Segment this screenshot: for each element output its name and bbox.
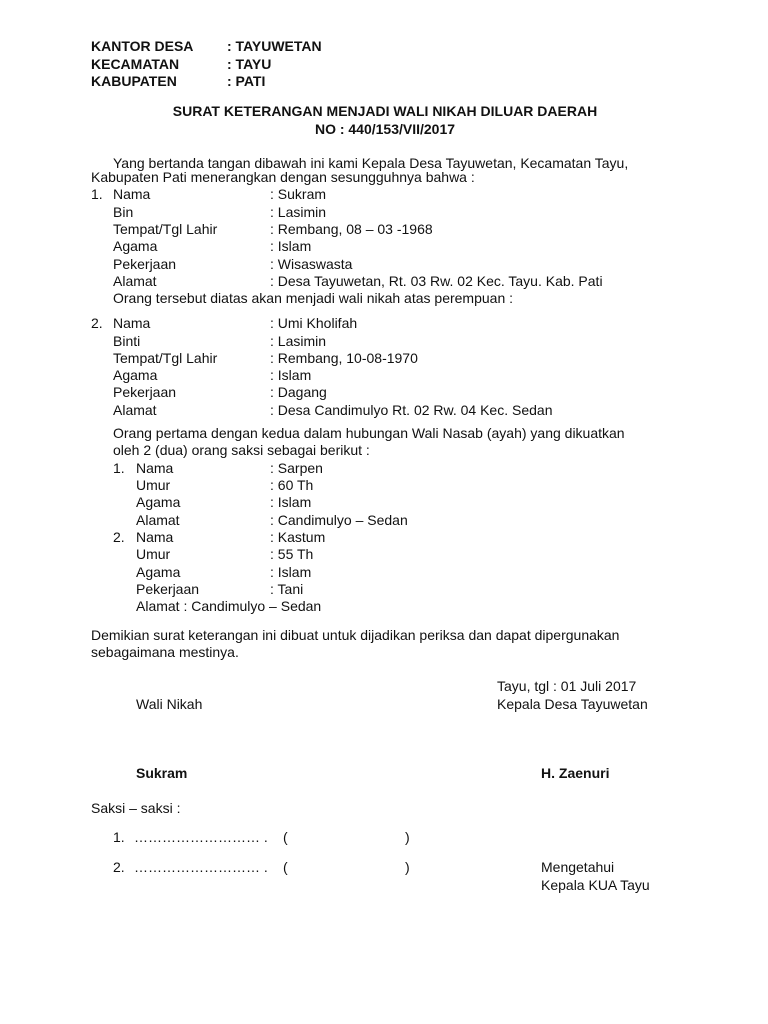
intro-line-1: Yang bertanda tangan dibawah ini kami Kepala Desa Tayuwetan, Kecamatan Tayu, (113, 155, 629, 171)
field-label: Agama (113, 238, 158, 254)
field-value: : 60 Th (270, 477, 314, 493)
header-value: : PATI (227, 73, 266, 89)
field-value: : Kastum (270, 529, 326, 545)
field-label: Nama (113, 315, 151, 331)
person-2-number: 2. (91, 315, 103, 331)
field-label: Pekerjaan (136, 581, 200, 597)
field-label: Agama (136, 564, 181, 580)
field-label: Agama (136, 494, 181, 510)
witness-sign-open-paren: ( (283, 859, 288, 875)
field-value: : Rembang, 10-08-1970 (270, 350, 418, 366)
field-value: : Umi Kholifah (270, 315, 358, 331)
left-signature-name: Sukram (136, 765, 188, 781)
field-label: Nama (136, 460, 174, 476)
field-value: : Rembang, 08 – 03 -1968 (270, 221, 433, 237)
header-value: : TAYU (227, 56, 272, 72)
field-value: : Islam (270, 238, 312, 254)
witness-sign-dots: ……………………… . (134, 859, 268, 875)
field-value: : Sukram (270, 186, 327, 202)
field-value: : Candimulyo – Sedan (270, 512, 408, 528)
field-label: Pekerjaan (113, 256, 177, 272)
field-value: : Islam (270, 367, 312, 383)
field-value: : Lasimin (270, 204, 327, 220)
field-label: Alamat (113, 273, 157, 289)
field-value: : 55 Th (270, 546, 314, 562)
right-signature-role: Kepala Desa Tayuwetan (497, 696, 648, 712)
witness-sign-dots: ……………………… . (134, 829, 268, 845)
field-value: : Desa Candimulyo Rt. 02 Rw. 04 Kec. Sedan (270, 402, 553, 418)
field-label: Umur (136, 477, 171, 493)
field-value: : Islam (270, 564, 312, 580)
witness-2-number: 2. (113, 529, 125, 545)
field-label: Pekerjaan (113, 384, 177, 400)
field-value: : Tani (270, 581, 304, 597)
field-label: Umur (136, 546, 171, 562)
field-label: Binti (113, 333, 141, 349)
witness-sign-close-paren: ) (405, 829, 410, 845)
witnesses-heading: Saksi – saksi : (91, 800, 181, 816)
field-value: : Desa Tayuwetan, Rt. 03 Rw. 02 Kec. Tayu. Kab. Pati (270, 273, 603, 289)
field-value: : Wisaswasta (270, 256, 353, 272)
relation-line-2: oleh 2 (dua) orang saksi sebagai berikut : (113, 442, 370, 458)
header-label: KANTOR DESA (91, 38, 194, 54)
person-1-note: Orang tersebut diatas akan menjadi wali nikah atas perempuan : (113, 290, 514, 306)
field-label: Tempat/Tgl Lahir (113, 350, 218, 366)
witness-sign-open-paren: ( (283, 829, 288, 845)
witness-sign-number: 2. (113, 859, 125, 875)
document-number: NO : 440/153/VII/2017 (314, 121, 456, 137)
kua-acknowledge: Mengetahui (541, 859, 615, 875)
closing-line-1: Demikian surat keterangan ini dibuat untuk dijadikan periksa dan dapat dipergunakan (91, 627, 620, 643)
header-label: KABUPATEN (91, 73, 177, 89)
field-value: : Islam (270, 494, 312, 510)
relation-line-1: Orang pertama dengan kedua dalam hubungan Wali Nasab (ayah) yang dikuatkan (113, 425, 625, 441)
witness-sign-number: 1. (113, 829, 125, 845)
header-value: : TAYUWETAN (227, 38, 322, 54)
intro-line-2: Kabupaten Pati menerangkan dengan sesungguhnya bahwa : (91, 169, 475, 185)
place-date: Tayu, tgl : 01 Juli 2017 (497, 678, 637, 694)
witness-1-number: 1. (113, 460, 125, 476)
witness-2-address: Alamat : Candimulyo – Sedan (136, 598, 322, 614)
field-label: Alamat (136, 512, 180, 528)
right-signature-name: H. Zaenuri (541, 765, 610, 781)
document-title: SURAT KETERANGAN MENJADI WALI NIKAH DILUAR DAERAH (172, 103, 598, 119)
field-label: Nama (113, 186, 151, 202)
field-value: : Sarpen (270, 460, 323, 476)
closing-line-2: sebagaimana mestinya. (91, 644, 239, 660)
person-1-number: 1. (91, 186, 103, 202)
field-label: Agama (113, 367, 158, 383)
field-value: : Dagang (270, 384, 327, 400)
field-value: : Lasimin (270, 333, 327, 349)
header-label: KECAMATAN (91, 56, 180, 72)
field-label: Nama (136, 529, 174, 545)
left-signature-role: Wali Nikah (136, 696, 203, 712)
kua-head: Kepala KUA Tayu (541, 877, 650, 893)
field-label: Tempat/Tgl Lahir (113, 221, 218, 237)
field-label: Alamat (113, 402, 157, 418)
field-label: Bin (113, 204, 134, 220)
witness-sign-close-paren: ) (405, 859, 410, 875)
